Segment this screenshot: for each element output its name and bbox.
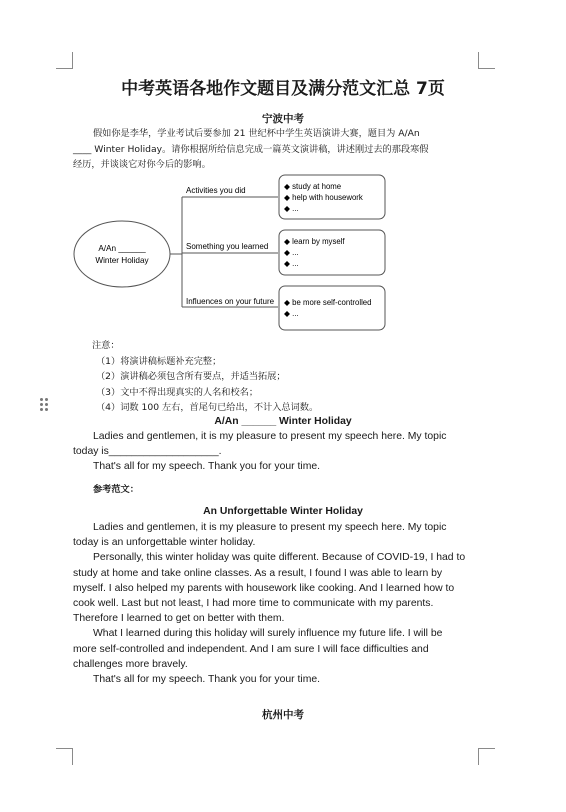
bullet-activities-3: ◆ ... (284, 204, 299, 213)
model-p2-line: Personally, this winter holiday was quite different. Because of COVID-19, I had to (93, 552, 466, 564)
mindmap-center-ellipse (74, 221, 170, 287)
model-p2-line: myself. I also helped my parents with housework like cooking. And I learned how to (73, 582, 455, 594)
notes-block (92, 338, 422, 416)
model-closing: That's all for my speech. Thank you for your time. (93, 674, 321, 686)
opening-line-2: today is___________________. (73, 446, 222, 458)
branch-label-influences: Influences on your future (186, 297, 275, 306)
branch-box-influences (279, 286, 385, 330)
model-essay-label: 参考范文： (93, 484, 139, 495)
prompt-line-2-text: Winter Holiday。请你根据所给信息完成一篇英文演讲稿，讲述刚过去的那段寒假 (91, 143, 429, 155)
note-item: （4）词数 100 左右，首尾句已给出，不计入总词数。 (96, 402, 319, 413)
mindmap-center-line-2: Winter Holiday (95, 256, 149, 265)
bullet-activities-1: ◆ study at home (284, 182, 342, 191)
crop-mark-top-right-v (478, 52, 479, 69)
note-item: （3）文中不得出现真实的人名和校名； (96, 386, 259, 398)
blank-speech-title: A/An ______ Winter Holiday (214, 416, 352, 427)
model-p3-line: more self-controlled and independent. And I am sure I will face difficulties and (73, 643, 429, 655)
bullet-learned-2: ◆ ... (284, 248, 299, 257)
mindmap-center-line-1: A/An ______ (98, 244, 146, 253)
note-item: （2）演讲稿必须包含所有要点，并适当拓展； (96, 371, 286, 382)
drag-handle-icon[interactable] (40, 398, 49, 412)
prompt-line-1: 假如你是李华，学业考试后要参加 21 世纪杯中学生英语演讲大赛，题目为 A/An (93, 128, 420, 139)
mind-map-diagram (72, 172, 392, 332)
prompt-paragraph (73, 126, 493, 173)
model-essay-body (73, 520, 483, 687)
section-heading-hangzhou: 杭州中考 (262, 709, 304, 721)
model-p3-line: challenges more bravely. (73, 658, 188, 670)
model-p3-line: What I learned during this holiday will surely influence my future life. I will be (93, 628, 443, 640)
model-p1-line: Ladies and gentlemen, it is my pleasure to present my speech here. My topic (93, 522, 447, 533)
note-item: （1）将演讲稿标题补充完整； (96, 355, 222, 367)
prompt-line-3: 经历，并谈谈它对你今后的影响。 (73, 159, 211, 170)
model-essay-title: An Unforgettable Winter Holiday (203, 506, 363, 517)
bullet-influences-1: ◆ be more self-controlled (284, 298, 372, 307)
crop-mark-top-left-v (72, 52, 73, 69)
bullet-influences-2: ◆ ... (284, 309, 299, 318)
opening-line-1: Ladies and gentlemen, it is my pleasure to present my speech here. My topic (93, 431, 447, 442)
prompt-line-2 (73, 142, 493, 158)
bullet-learned-3: ◆ ... (284, 259, 299, 268)
prompt-blank: ____ (73, 143, 92, 155)
speech-closing: That's all for my speech. Thank you for your time. (93, 461, 321, 473)
crop-mark-bottom-left-h (56, 748, 73, 749)
model-p2-line: cook well. Last but not least, I had more time to communicate with my parents. (73, 598, 434, 610)
branch-label-learned: Something you learned (186, 242, 269, 251)
crop-mark-bottom-left-v (72, 748, 73, 765)
branch-label-activities: Activities you did (186, 186, 246, 195)
crop-mark-top-right-h (478, 68, 495, 69)
crop-mark-bottom-right-v (478, 748, 479, 765)
section-heading-ningbo: 宁波中考 (262, 113, 304, 125)
crop-mark-bottom-right-h (478, 748, 495, 749)
model-p1-line: today is an unforgettable winter holiday. (73, 537, 256, 549)
document-title: 中考英语各地作文题目及满分范文汇总 7页 (121, 79, 445, 99)
bullet-activities-2: ◆ help with housework (284, 193, 363, 202)
model-p2-line: study at home and take online classes. As a result, I found I was able to learn by (73, 567, 443, 579)
notes-label: 注意： (92, 340, 120, 351)
model-p2-line: Therefore I learned to get on better with them. (73, 613, 285, 625)
mindmap-connector-lines (170, 197, 278, 307)
bullet-learned-1: ◆ learn by myself (284, 237, 345, 246)
crop-mark-top-left-h (56, 68, 73, 69)
speech-opening (73, 429, 483, 475)
